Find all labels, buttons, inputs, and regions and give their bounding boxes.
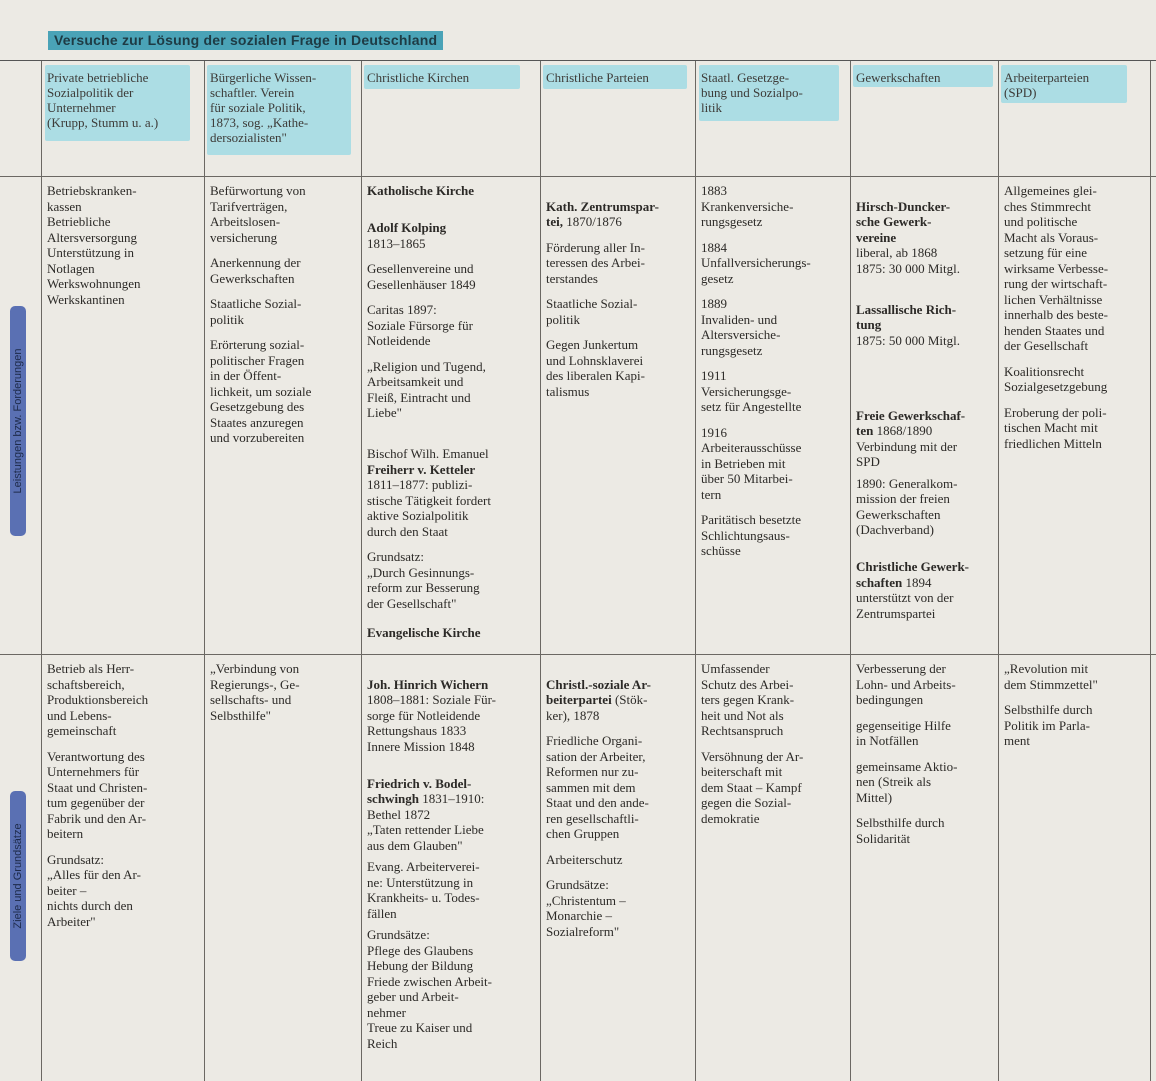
cell-leistungen-arbeiterparteien <box>999 179 1150 653</box>
column-header-staat: Staatl. Gesetzge- bung und Sozialpo- litik <box>701 70 803 115</box>
cell-ziele-wissenschaftler <box>205 657 361 1077</box>
text-block: Betrieb als Herr- schaftsbereich, Produktionsbereich und Lebens- gemeinschaft <box>47 661 149 738</box>
column-header-wissenschaftler: Bürgerliche Wissen- schaftler. Verein für soziale Politik, 1873, sog. „Kathe- dersozialisten" <box>210 70 317 145</box>
text-block: Erörterung sozial- politischer Fragen in der Öffent- lichkeit, um soziale Gesetzgebung des Staates anzuregen und vorzubereiten <box>210 337 312 445</box>
cell-ziele-staat <box>696 657 850 1077</box>
text-block: gemeinsame Aktio- nen (Streik als Mittel) <box>856 758 958 805</box>
cell-leistungen-gewerkschaften <box>851 179 998 653</box>
kolping-entry: Adolf Kolping 1813–1865 <box>367 220 447 251</box>
text-block: 1911 Versicherungsge- setz für Angestellte <box>701 368 802 414</box>
text-block: Anerkennung der Gewerkschaften <box>210 255 301 286</box>
cell-ziele-unternehmer <box>42 657 204 1077</box>
text-block: Betriebskranken- kassen Betriebliche Altersversorgung Unterstützung in Notlagen Werkswohnungen Werkskantinen <box>47 183 141 307</box>
cell-leistungen-wissenschaftler <box>205 179 361 653</box>
column-header-gewerkschaften: Gewerkschaften <box>856 70 941 85</box>
overview-table <box>0 60 1156 1081</box>
column-header-arbeiterparteien: Arbeiterparteien (SPD) <box>1004 70 1090 100</box>
text-block: Evang. Arbeiterverei- ne: Unterstützung in Krankheits- u. Todes- fällen <box>367 859 480 921</box>
column-header-kirchen: Christliche Kirchen <box>367 70 470 85</box>
cell-ziele-parteien <box>541 657 695 1077</box>
hirsch-duncker-entry: Hirsch-Duncker- sche Gewerk- vereine liberal, ab 1868 1875: 30 000 Mitgl. <box>856 198 961 276</box>
text-block: Grundsatz: „Alles für den Ar- beiter – nichts durch den Arbeiter" <box>47 851 141 929</box>
text-block: Befürwortung von Tarifverträgen, Arbeitslosen- versicherung <box>210 183 306 245</box>
text-block: Selbsthilfe durch Politik im Parla- ment <box>1004 702 1093 748</box>
text-block: Staatliche Sozial- politik <box>210 296 302 327</box>
bodelschwingh-entry: Friedrich v. Bodel- schwingh 1831–1910: Bethel 1872 „Taten rettender Liebe aus dem Glauben" <box>367 775 485 853</box>
row-label-leistungen: Leistungen bzw. Forderungen <box>10 306 26 536</box>
cell-leistungen-staat <box>696 179 850 653</box>
christlich-soziale-entry: Christl.-soziale Ar- beiterpartei (Stök- ker), 1878 <box>546 676 651 723</box>
text-block: Versöhnung der Ar- beiterschaft mit dem Staat – Kampf gegen die Sozial- demokratie <box>701 748 804 826</box>
column-header-parteien: Christliche Parteien <box>546 70 649 85</box>
text-block: Allgemeines glei- ches Stimmrecht und politische Macht als Voraus- setzung für eine wirksame Verbesse- rung der wirtschaft- lichen Verhältnisse innerhalb des beste- henden Staates und der Gesellschaft <box>1004 183 1109 353</box>
text-block: Verbesserung der Lohn- und Arbeits- bedingungen <box>856 661 956 707</box>
evangelische-kirche-heading: Evangelische Kirche <box>367 625 481 640</box>
text-block: Grundsatz: „Durch Gesinnungs- reform zur Besserung der Gesellschaft" <box>367 549 480 611</box>
zentrum-entry: Kath. Zentrumspar- tei, 1870/1876 <box>546 198 659 229</box>
text-block: Staatliche Sozial- politik <box>546 296 638 327</box>
text-block: 1883 Krankenversiche- rungsgesetz <box>701 183 794 229</box>
text-block: 1884 Unfallversicherungs- gesetz <box>701 239 811 286</box>
text-block: Gesellenvereine und Gesellenhäuser 1849 <box>367 261 476 292</box>
text-block: Caritas 1897: Soziale Fürsorge für Notleidende <box>367 302 473 348</box>
text-block: gegenseitige Hilfe in Notfällen <box>856 717 951 748</box>
christliche-gewerkschaften-entry: Christliche Gewerk- schaften 1894 unterstützt von der Zentrumspartei <box>856 559 970 621</box>
row-label-ziele: Ziele und Grundsätze <box>10 791 26 961</box>
cell-ziele-kirchen <box>362 657 540 1077</box>
lassalle-entry: Lassallische Rich- tung 1875: 50 000 Mitgl. <box>856 301 961 348</box>
text-block: Grundsätze: „Christentum – Monarchie – Sozialreform" <box>546 877 626 939</box>
freie-gewerkschaften-entry: Freie Gewerkschaf- ten 1868/1890 Verbindung mit der SPD <box>856 407 966 469</box>
text-block: Förderung aller In- teressen des Arbei- terstandes <box>546 239 645 286</box>
text-block: „Verbindung von Regierungs-, Ge- sellschafts- und Selbsthilfe" <box>210 661 300 723</box>
text-block: Arbeiterschutz <box>546 851 623 867</box>
wichern-entry: Joh. Hinrich Wichern 1808–1881: Soziale Für- sorge für Notleidende Rettungshaus 1833 Innere Mission 1848 <box>367 676 497 754</box>
cell-ziele-arbeiterparteien <box>999 657 1150 1077</box>
text-block: Grundsätze: Pflege des Glaubens Hebung der Bildung Friede zwischen Arbeit- geber und Arbeit- nehmer Treue zu Kaiser und Reich <box>367 927 492 1051</box>
text-block: 1916 Arbeiterausschüsse in Betrieben mit über 50 Mitarbei- tern <box>701 424 802 502</box>
text-block: Gegen Junkertum und Lohnsklaverei des liberalen Kapi- talismus <box>546 337 645 399</box>
text-block: Verantwortung des Unternehmers für Staat und Christen- tum gegenüber der Fabrik und den Ar- beitern <box>47 748 148 841</box>
text-block: Eroberung der poli- tischen Macht mit friedlichen Mitteln <box>1004 404 1107 451</box>
text-block: „Religion und Tugend, Arbeitsamkeit und Fleiß, Eintracht und Liebe" <box>367 358 486 420</box>
text-block: „Revolution mit dem Stimmzettel" <box>1004 661 1098 692</box>
text-block: Friedliche Organi- sation der Arbeiter, Reformen nur zu- sammen mit dem Staat und den ande- ren gesellschaftli- chen Gruppen <box>546 733 649 841</box>
ketteler-entry: Bischof Wilh. Emanuel Freiherr v. Ketteler 1811–1877: publizi- stische Tätigkeit fordert aktive Sozialpolitik durch den Staat <box>367 446 491 539</box>
page-title: Versuche zur Lösung der sozialen Frage in Deutschland <box>48 31 443 50</box>
cell-leistungen-kirchen <box>362 179 540 653</box>
text-block: Umfassender Schutz des Arbei- ters gegen Krank- heit und Not als Rechtsanspruch <box>701 661 795 738</box>
text-block: Selbsthilfe durch Solidarität <box>856 815 945 846</box>
text-block: 1889 Invaliden- und Altersversiche- rungsgesetz <box>701 296 781 358</box>
text-block: Paritätisch besetzte Schlichtungsaus- schüsse <box>701 512 801 558</box>
column-header-unternehmer: Private betriebliche Sozialpolitik der Unternehmer (Krupp, Stumm u. a.) <box>47 70 159 130</box>
text-block: 1890: Generalkom- mission der freien Gewerkschaften (Dachverband) <box>856 475 958 537</box>
cell-leistungen-unternehmer <box>42 179 204 653</box>
katholische-kirche-heading: Katholische Kirche <box>367 183 475 198</box>
text-block: Koalitionsrecht Sozialgesetzgebung <box>1004 363 1108 394</box>
cell-ziele-gewerkschaften <box>851 657 998 1077</box>
cell-leistungen-parteien <box>541 179 695 653</box>
